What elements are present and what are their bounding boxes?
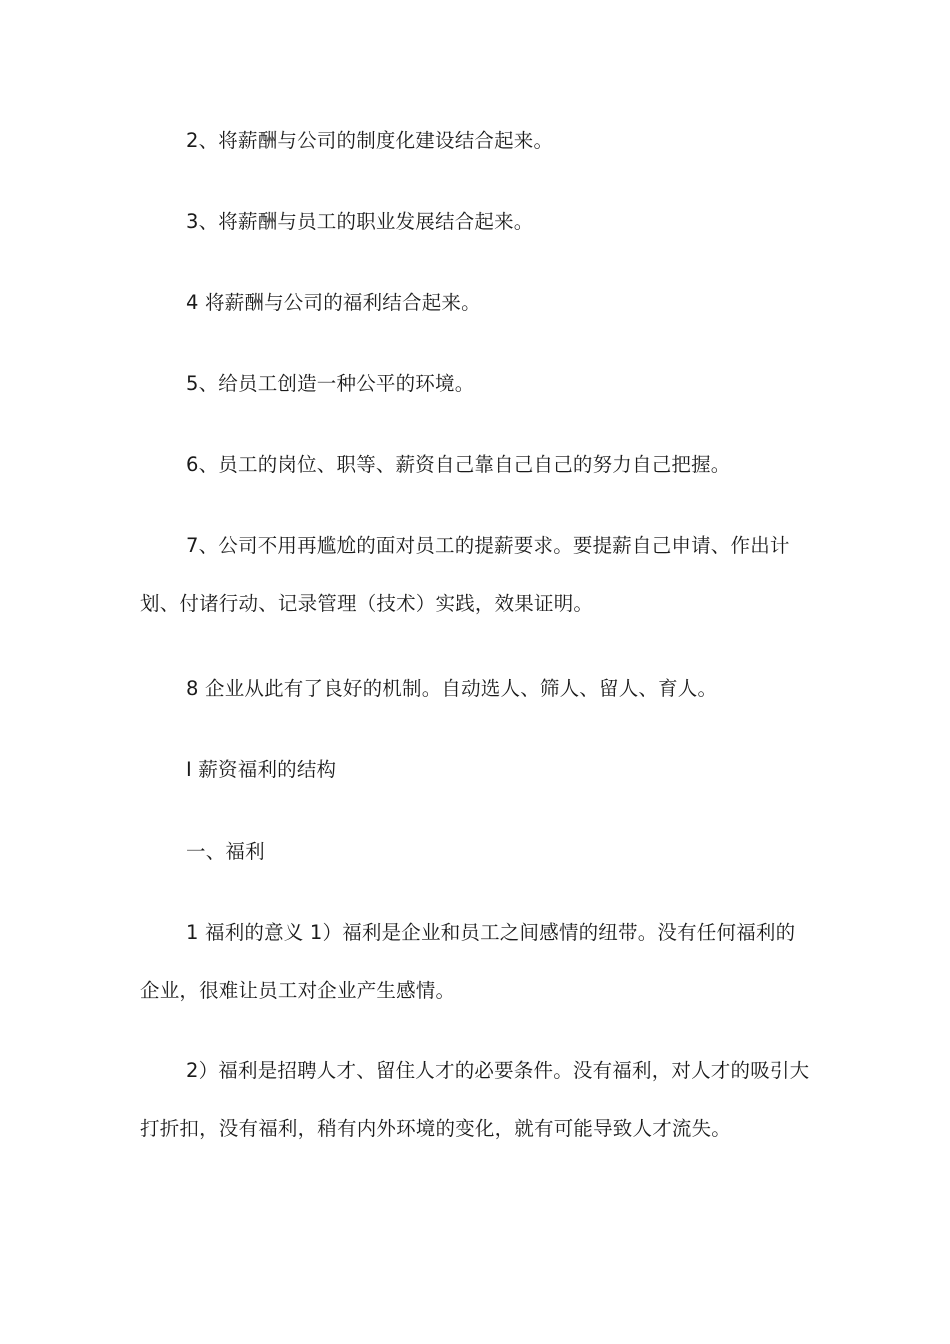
paragraph-item-3: 3、将薪酬与员工的职业发展结合起来。 [186, 210, 534, 233]
paragraph-item-8: 8 企业从此有了良好的机制。自动选人、筛人、留人、育人。 [186, 677, 718, 700]
subsection-heading: 一、福利 [186, 840, 265, 863]
paragraph-item-7: 7、公司不用再尴尬的面对员工的提薪要求。要提薪自己申请、作出计划、付诸行动、记录管理（技术）实践，效果证明。 [140, 534, 790, 615]
paragraph-item-4: 4 将薪酬与公司的福利结合起来。 [186, 291, 481, 314]
paragraph-item-5: 5、给员工创造一种公平的环境。 [186, 372, 475, 395]
paragraph-benefit-meaning-1: 1 福利的意义 1）福利是企业和员工之间感情的纽带。没有任何福利的企业，很难让员工对企业产生感情。 [140, 921, 796, 1002]
paragraph-benefit-meaning-2: 2）福利是招聘人才、留住人才的必要条件。没有福利，对人才的吸引大打折扣，没有福利，稍有内外环境的变化，就有可能导致人才流失。 [140, 1059, 810, 1140]
section-heading: I 薪资福利的结构 [186, 758, 337, 781]
paragraph-item-6: 6、员工的岗位、职等、薪资自己靠自己自己的努力自己把握。 [186, 453, 731, 476]
paragraph-item-2: 2、将薪酬与公司的制度化建设结合起来。 [186, 129, 554, 152]
